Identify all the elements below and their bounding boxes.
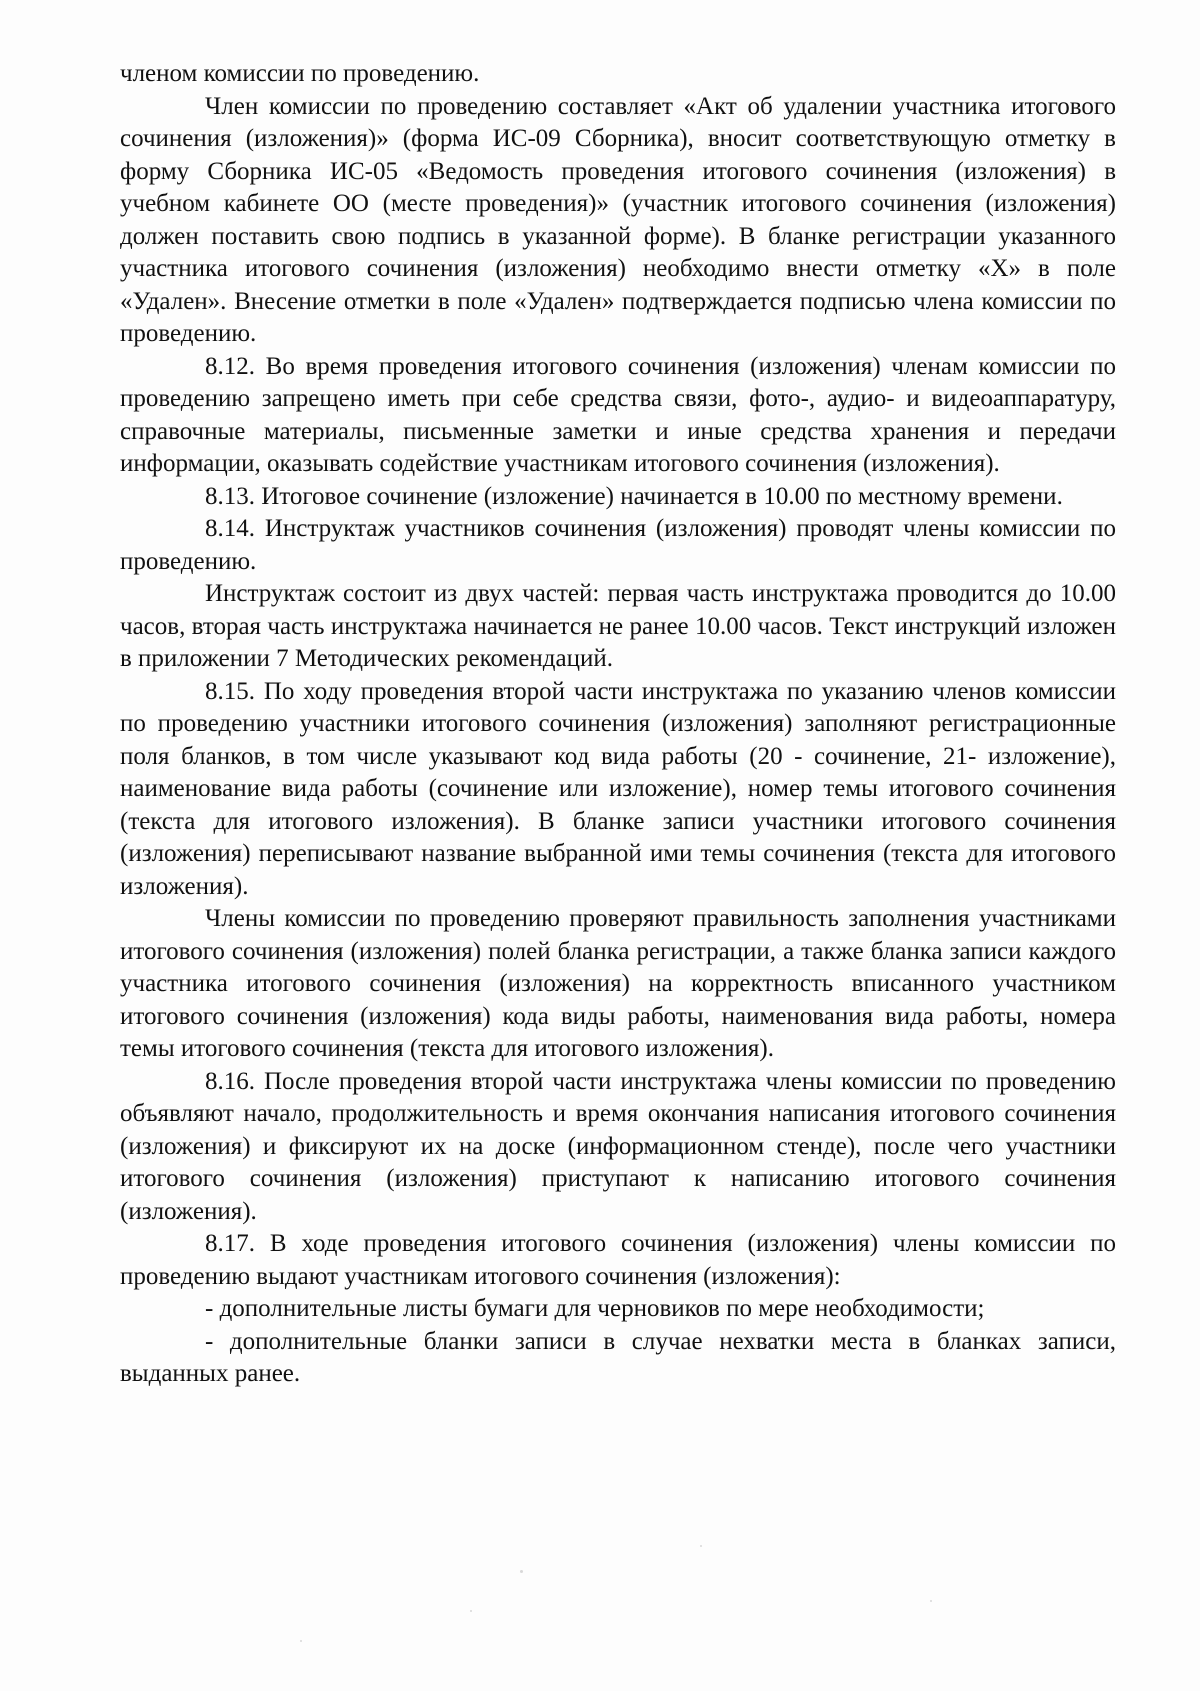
scan-speck [700,1545,702,1547]
paragraph-8-16: 8.16. После проведения второй части инструктажа члены комиссии по проведению объявляют начало, продолжительность и время окончания написания итогового сочинения (изложения) и фиксируют их на доске (информационном стенде), после чего участники итогового сочинения (изложения) приступают к написанию итогового сочинения (изложения). [120,1067,1116,1225]
document-body [120,58,1116,1391]
paragraph-removal-act: Член комиссии по проведению составляет «Акт об удалении участника итогового сочинения (изложения)» (форма ИС-09 Сборника), вносит соответствующую отметку в форму Сборника ИС-05 «Ведомость проведения итогового сочинения (изложения) в учебном кабинете ОО (месте проведения)» (участник итогового сочинения (изложения) должен поставить свою подпись в указанной форме). В бланке регистрации указанного участника итогового сочинения (изложения) необходимо внести отметку «Х» в поле «Удален». Внесение отметки в поле «Удален» подтверждается подписью члена комиссии по проведению. [120,92,1116,347]
scan-speck [930,1600,932,1602]
paragraph-instruction-parts: Инструктаж состоит из двух частей: первая часть инструктажа проводится до 10.00 часов, вторая часть инструктажа начинается не ранее 10.00 часов. Текст инструкций изложен в приложении 7 Методических рекомендаций. [120,580,1116,672]
list-item-extra-forms: - дополнительные бланки записи в случае нехватки места в бланках записи, выданных ранее. [120,1327,1116,1387]
paragraph-verification: Члены комиссии по проведению проверяют правильность заполнения участниками итогового сочинения (изложения) полей бланка регистрации, а также бланка записи каждого участника итогового сочинения (изложения) на корректность вписанного участником итогового сочинения (изложения) кода виды работы, наименования вида работы, номера темы итогового сочинения (текста для итогового изложения). [120,905,1116,1062]
scan-speck [520,1570,523,1573]
paragraph-8-17: 8.17. В ходе проведения итогового сочинения (изложения) члены комиссии по проведению выдают участникам итогового сочинения (изложения): [120,1230,1116,1290]
paragraph-8-14: 8.14. Инструктаж участников сочинения (изложения) проводят члены комиссии по проведению. [120,515,1116,575]
paragraph-continuation: членом комиссии по проведению. [120,60,480,87]
scan-speck [300,1640,302,1642]
scan-speck [470,1610,472,1612]
paragraph-8-12: 8.12. Во время проведения итогового сочинения (изложения) членам комиссии по проведению запрещено иметь при себе средства связи, фото-, аудио- и видеоаппаратуру, справочные материалы, письменные заметки и иные средства хранения и передачи информации, оказывать содействие участникам итогового сочинения (изложения). [120,352,1116,477]
list-item-draft-sheets: - дополнительные листы бумаги для черновиков по мере необходимости; [205,1295,985,1322]
paragraph-8-15: 8.15. По ходу проведения второй части инструктажа по указанию членов комиссии по проведению участники итогового сочинения (изложения) заполняют регистрационные поля бланков, в том числе указывают код вида работы (20 - сочинение, 21- изложение), наименование вида работы (сочинение или изложение), номер темы итогового сочинения (текста для итогового изложения). В бланке записи участники итогового сочинения (изложения) переписывают название выбранной ими темы сочинения (текста для итогового изложения). [120,677,1116,900]
paragraph-8-13: 8.13. Итоговое сочинение (изложение) начинается в 10.00 по местному времени. [205,482,1063,510]
